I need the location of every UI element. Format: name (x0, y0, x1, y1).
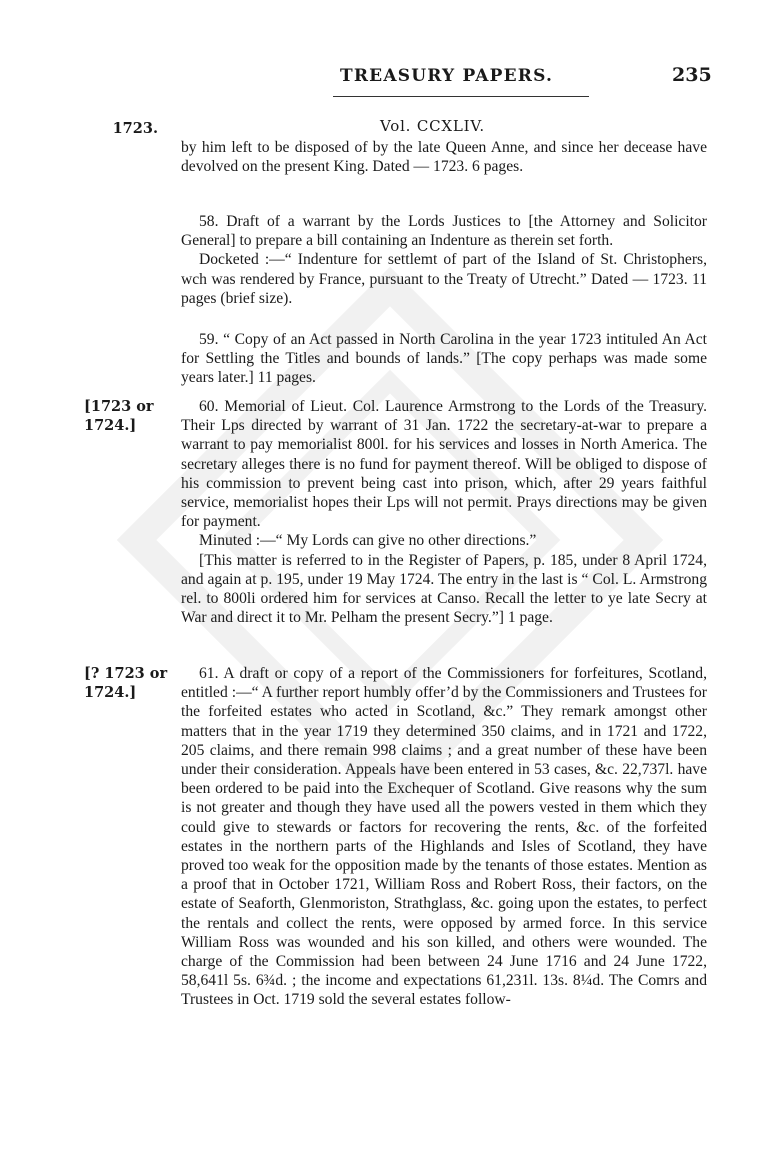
paragraph-59: 59. “ Copy of an Act passed in North Carolina in the year 1723 intituled An Act for Settling the Titles and bounds of lands.” [The copy perhaps was made some years later.] 11 pages. (181, 331, 707, 387)
margin-date-60: [1723 or 1724.] (84, 398, 154, 434)
paragraph-60-note: [This matter is referred to in the Register of Papers, p. 185, under 8 April 1724, and again at p. 195, under 19 May 1724. The entry in the last is “ Col. L. Armstrong rel. to 800li ordered him for services at Canso. Recall the letter to ye late Secry at War and direct it to Mr. Pelham the present Secry.”] 1 page. (181, 551, 707, 627)
paragraph-58-docketed: Docketed :—“ Indenture for settlemt of part of the Island of St. Christophers, wch was rendered by France, pursuant to the Treaty of Utrecht.” Dated — 1723. 11 pages (brief size). (181, 251, 707, 307)
entry-58 (181, 212, 707, 308)
entry-continuation (181, 138, 707, 176)
entry-60 (181, 397, 707, 627)
paragraph-58: 58. Draft of a warrant by the Lords Justices to [the Attorney and Solicitor General] to prepare a bill containing an Indenture as therein set forth. (181, 213, 707, 250)
margin-year: 1723. (112, 120, 158, 137)
running-title: TREASURY PAPERS. (340, 66, 554, 86)
paragraph-61: 61. A draft or copy of a report of the Commissioners for forfeitures, Scotland, entitled :—“ A further report humbly offer’d by the Commissioners and Trustees for the forfeited estates who acted in Scotland, &c.” They remark amongst other matters that in the year 1719 they determined 350 claims, and in 1721 and 1722, 205 claims, and there remain 998 claims ; and a great number of these have been under their consideration. Appeals have been entered in 53 cases, &c. 22,737l. have been ordered to be paid into the Exchequer of Scotland. Give reasons why the sum is not greater and though they have used all the powers vested in them which they could give to stewards or factors for recovering the rents, &c. of the forfeited estates in the northern parts of the Highlands and Isles of Scotland, they have proved too weak for the opposition made by the tenants of those estates. Mention as a proof that in October 1721, William Ross and Robert Ross, their factors, on the estate of Seaforth, Glenmoriston, Strathglass, &c. going upon the estates, to perfect the rentals and collect the rents, were opposed by armed force. In this service William Ross was wounded and his son killed, and others were wounded. The charge of the Commission had been between 24 June 1716 and 24 June 1722, 58,641l 5s. 6¾d. ; the income and expectations 61,231l. 13s. 8¼d. The Comrs and Trustees in Oct. 1719 sold the several estates follow- (181, 665, 707, 1009)
margin-date-61: [? 1723 or 1724.] (84, 665, 168, 701)
paragraph-continuation: by him left to be disposed of by the late Queen Anne, and since her decease have devolved on the present King. Dated — 1723. 6 pages. (181, 139, 707, 176)
paragraph-60-minuted: Minuted :—“ My Lords can give no other directions.” (199, 532, 537, 550)
volume-heading: Vol. CCXLIV. (380, 117, 485, 135)
paragraph-60: 60. Memorial of Lieut. Col. Laurence Armstrong to the Lords of the Treasury. Their Lps directed by warrant of 31 Jan. 1722 the secretary-at-war to prepare a warrant to pay memorialist 800l. for his services and losses in North America. The secretary alleges there is no fund for payment thereof. Will be obliged to dispose of his commission to prevent being cast into prison, which, after 29 years faithful service, memorialist hopes their Lps will not permit. Prays directions may be given for payment. (181, 398, 707, 531)
header-rule (333, 96, 589, 97)
entry-59 (181, 330, 707, 388)
entry-61 (181, 664, 707, 1010)
page-number: 235 (672, 64, 712, 86)
